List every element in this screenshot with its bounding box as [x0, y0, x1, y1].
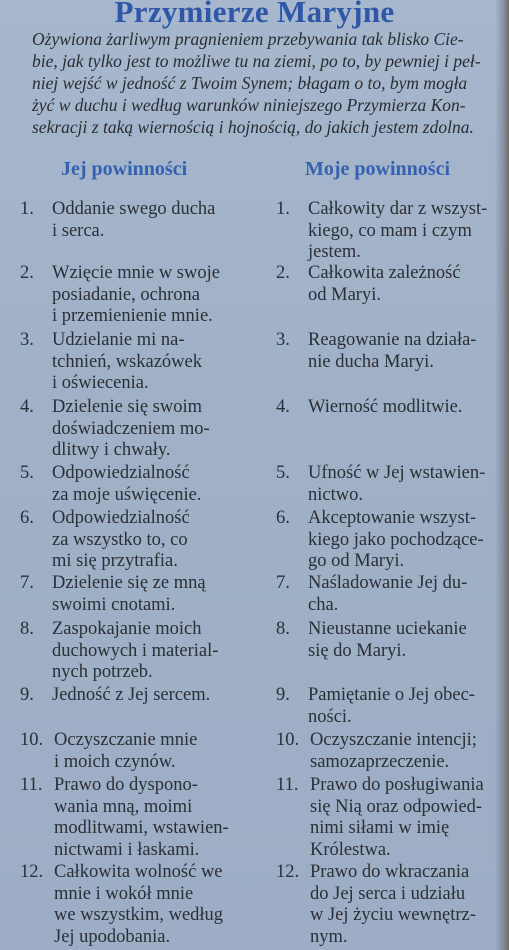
item-text [308, 508, 484, 573]
item-text-line: Królestwa. [310, 839, 391, 860]
item-text-line: i przemienienie mnie. [52, 306, 213, 326]
item-text [308, 685, 475, 728]
item-text [52, 199, 215, 242]
intro-line: Ożywiona żarliwym pragnieniem przebywania tak blisko Cie- [32, 29, 464, 49]
item-text [310, 730, 477, 773]
item-text-line: Jej upodobania. [54, 926, 171, 947]
item-text-line: Pamiętanie o Jej obec- [308, 685, 475, 705]
item-number: 9. [20, 685, 34, 705]
item-number: 8. [276, 619, 290, 639]
item-text [52, 263, 220, 328]
item-text-line: nictwo. [308, 484, 363, 505]
item-text-line: Odpowiedzialność [52, 508, 190, 528]
item-number: 2. [20, 263, 34, 283]
item-number: 4. [20, 397, 34, 417]
intro-line: niej wejść w jedność z Twoim Synem; błagam o to, bym mogła [32, 73, 468, 93]
item-number: 8. [20, 619, 34, 639]
item-text-line: Jedność z Jej sercem. [52, 685, 211, 705]
intro-paragraph [32, 28, 492, 138]
item-number: 3. [276, 330, 290, 350]
item-text-line: i oświecenia. [52, 373, 149, 393]
item-text [308, 573, 467, 616]
item-text-line: Oczyszczanie intencji; [310, 730, 477, 750]
item-text-line: Całkowita wolność we [54, 862, 223, 882]
item-text-line: nimi siłami w imię [310, 818, 450, 838]
item-number: 6. [276, 508, 290, 528]
item-text-line: Całkowity dar z wszyst- [308, 199, 488, 219]
item-text-line: Zaspokajanie moich [52, 619, 202, 639]
item-text [54, 775, 229, 861]
item-text-line: Oddanie swego ducha [52, 199, 216, 219]
item-text [308, 263, 461, 306]
item-number: 12. [276, 862, 300, 882]
item-text [308, 463, 485, 506]
item-text-line: Udzielanie mi na- [52, 330, 185, 350]
item-text-line: Dzielenie się swoim [52, 397, 203, 417]
item-number: 11. [276, 775, 299, 795]
item-number: 1. [20, 199, 34, 219]
item-number: 6. [20, 508, 34, 528]
item-text-line: Oczyszczanie mnie [54, 730, 198, 750]
item-text-line: Nieustanne uciekanie [308, 619, 467, 639]
intro-line: żyć w duchu i według warunków niniejszego Przymierza Kon- [32, 95, 466, 115]
item-text [54, 862, 223, 948]
item-text-line: Akceptowanie wszyst- [308, 508, 476, 528]
item-text-line: się do Maryi. [308, 640, 407, 661]
item-text-line: cha. [308, 594, 339, 615]
item-text-line: za moje uświęcenie. [52, 484, 202, 505]
item-text-line: Całkowita zależność [308, 263, 461, 283]
item-text-line: Odpowiedzialność [52, 463, 190, 483]
intro-line: sekracji z taką wiernością i hojnością, do jakich jestem zdolna. [32, 117, 474, 137]
item-text [52, 330, 202, 395]
item-text-line: wania mną, moimi [54, 796, 193, 817]
item-number: 4. [276, 397, 290, 417]
item-text [52, 508, 190, 573]
item-text [52, 685, 210, 707]
item-text-line: Wzięcie mnie w swoje [52, 263, 220, 283]
item-text-line: Prawo do dyspono- [54, 775, 198, 795]
item-text-line: samozaprzeczenie. [310, 751, 450, 772]
item-text-line: się Nią oraz odpowied- [310, 796, 483, 817]
item-text [310, 862, 476, 948]
item-text-line: kiego jako pochodzące- [308, 529, 484, 550]
item-text-line: ności. [308, 706, 352, 727]
item-text-line: Prawo do wkraczania [310, 862, 470, 882]
intro-line: bie, jak tylko jest to możliwe tu na ziemi, po to, by pewniej i peł- [32, 51, 481, 71]
item-number: 11. [20, 775, 43, 795]
item-text-line: posiadanie, ochrona [52, 284, 200, 305]
item-number: 2. [276, 263, 290, 283]
page-title: Przymierze Maryjne [114, 0, 395, 29]
item-number: 3. [20, 330, 34, 350]
item-text-line: Ufność w Jej wstawien- [308, 463, 486, 483]
item-text-line: nym. [310, 926, 348, 947]
item-text-line: we wszystkim, według [54, 905, 224, 925]
item-text-line: za wszystko to, co [52, 529, 188, 550]
item-text-line: w Jej życiu wewnętrz- [310, 905, 476, 925]
item-text-line: dlitwy i chwały. [52, 440, 171, 460]
item-number: 1. [276, 199, 290, 219]
item-text [54, 730, 197, 773]
item-text-line: Wierność modlitwie. [308, 397, 463, 417]
item-number: 7. [20, 573, 34, 593]
item-text-line: nych potrzeb. [52, 662, 153, 682]
item-text-line: kiego, co mam i czym [308, 220, 472, 241]
item-text-line: nictwami i łaskami. [54, 839, 200, 860]
item-text-line: doświadczeniem mo- [52, 418, 210, 439]
item-text [308, 619, 467, 662]
item-text [308, 330, 476, 373]
item-text [52, 463, 201, 506]
item-number: 5. [276, 463, 290, 483]
item-text-line: tchnień, wskazówek [52, 351, 203, 372]
item-number: 12. [20, 862, 44, 882]
item-text-line: Naśladowanie Jej du- [308, 573, 468, 593]
item-text [308, 199, 487, 264]
item-text-line: i moich czynów. [54, 751, 176, 772]
item-text [310, 775, 484, 861]
item-number: 5. [20, 463, 34, 483]
item-text-line: Prawo do posługiwania [310, 775, 484, 795]
item-text [308, 397, 462, 419]
item-text-line: duchowych i material- [52, 640, 219, 661]
item-text [52, 619, 218, 684]
item-text [52, 573, 206, 616]
item-text-line: Reagowanie na działa- [308, 330, 477, 350]
left-column-header: Jej powinności [61, 158, 188, 180]
page-edge-shadow [495, 0, 509, 950]
item-text-line: mnie i wokół mnie [54, 883, 194, 904]
item-text-line: i serca. [52, 220, 105, 241]
item-text-line: nie ducha Maryi. [308, 351, 434, 372]
item-number: 7. [276, 573, 290, 593]
item-number: 10. [276, 730, 300, 750]
item-text-line: mi się przytrafia. [52, 551, 178, 571]
item-text-line: jestem. [308, 242, 361, 262]
item-text-line: swoimi cnotami. [52, 594, 176, 615]
right-column-header: Moje powinności [305, 158, 450, 180]
item-text-line: do Jej serca i udziału [310, 883, 466, 904]
item-text-line: go od Maryi. [308, 551, 405, 571]
item-text-line: od Maryi. [308, 284, 381, 305]
item-text-line: Dzielenie się ze mną [52, 573, 206, 593]
item-number: 9. [276, 685, 290, 705]
item-text [52, 397, 210, 462]
item-text-line: modlitwami, wstawien- [54, 818, 229, 838]
item-number: 10. [20, 730, 44, 750]
